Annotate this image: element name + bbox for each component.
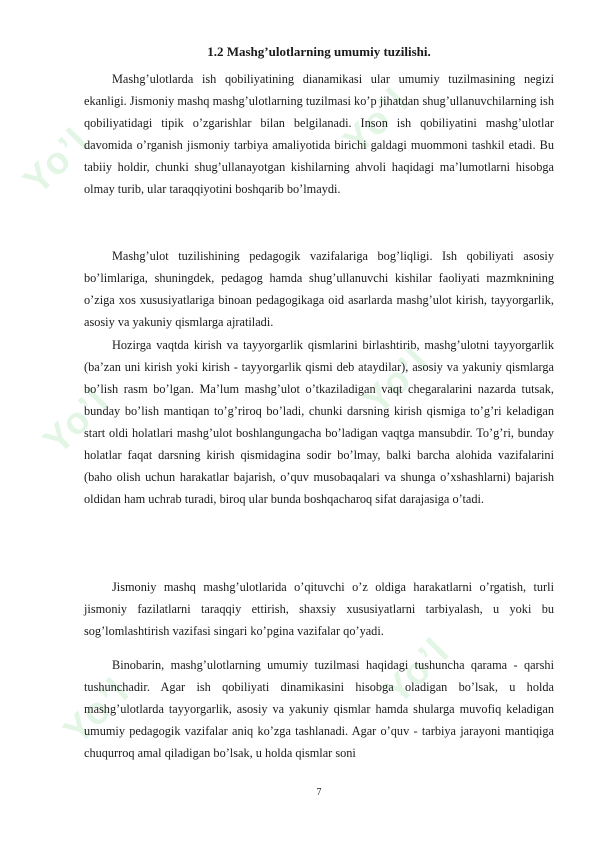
- watermark-stamp: Yo’l: [15, 119, 99, 203]
- paragraph: Binobarin, mashg’ulotlarning umumiy tuzilmasi haqidagi tushuncha qarama - qarshi tushunchadir. Agar ish qobiliyati dinamikasini hisobga oladigan bo’lsak, u holda mashg’ulotlarda tayyorgarlik, asosiy va yakuniy qismlar hamda shularga muvofiq keladigan umumiy pedagogik vazifalar aniq ko’zga tashlanadi. Agar o’quv - tarbiya jarayoni mantiqiga chuqurroq amal qiladigan bo’lsak, u holda qismlar soni: [84, 658, 554, 760]
- watermark-stamp: Yo’l: [335, 79, 419, 163]
- document-page: [84, 0, 554, 842]
- paragraph: Hozirga vaqtda kirish va tayyorgarlik qismlarini birlashtirib, mashg’ulotni tayyorgarlik (ba’zan uni kirish yoki kirish - tayyorgarlik qismi deb ataydilar), asosiy va yakuniy qismlarga bo’lish rasm bo’lgan. Ma’lum mashg’ulot o’tkaziladigan vaqt chegaralarini nazarda tutsak, bunday bo’lish mantiqan to’g’riroq bo’ladi, chunki darsning kirish qismiga to’g’ri keladigan start oldi holatlari mashg’ulot boshlangungacha bo’ladigan vaqtga mansubdir. To’g’ri, bunday holatlar faqat darsning kirish qismidagina sodir bo’lmay, balki barcha alohida vazifalarini (baho olish uchun harakatlar bajarish, o’quv musobaqalari va shunga o’xshashlarni) bajarish oldidan ham uchrab turadi, biroq ular bunda boshqacharoq sifat darajasiga o’tadi.: [84, 338, 554, 506]
- paragraph: Mashg’ulot tuzilishining pedagogik vazifalariga bog’liqligi. Ish qobiliyati asosiy bo’limlariga, shuningdek, pedagog hamda shug’ullanuvchi kishilar faoliyati mazmknining o’ziga xos xususiyatlariga binoan pedagogikaga oid asarlarda mashg’ulot kirish, tayyorgarlik, asosiy va yakuniy qismlarga ajratiladi.: [84, 249, 554, 329]
- watermark-stamp: Yo’l: [35, 379, 119, 463]
- paragraph: Jismoniy mashq mashg’ulotlarida o’qituvchi o’z oldiga harakatlarni o’rgatish, turli jismoniy fazilatlarni taraqqiy ettirish, shaxsiy xususiyatlarni tarbiyalash, u yoki bu sog’lomlashtirish vazifasi singari ko’pgina vazifalar qo’yadi.: [84, 580, 554, 638]
- watermark-stamp: Yo’l: [355, 339, 439, 423]
- watermark-stamp: Yo’l: [55, 669, 139, 753]
- paragraph: Mashg’ulotlarda ish qobiliyatining dianamikasi ular umumiy tuzilmasining negizi ekanligi. Jismoniy mashq mashg’ulotlarning tuzilmasi ko’p jihatdan shug’ullanuvchilarning ish qobiliyatidagi tipik o’zgarishlar bilan belgilanadi. Inson ish qobiliyatini mashg’ulotlar davomida o’rganish jismoniy tarbiya amaliyotida birichi galdagi muommoni tashkil etadi. Bu tabiiy holdir, chunki shug’ullanayotgan kishilarning ahvoli haqidagi ma’lumotlarni hisobga olmay turib, ular taraqqiyotini boshqarib bo’lmaydi.: [84, 72, 554, 196]
- page-number: 7: [316, 787, 322, 798]
- watermark-stamp: Yo’l: [375, 629, 459, 713]
- section-title: 1.2 Mashg’ulotlarning umumiy tuzilishi.: [207, 44, 431, 59]
